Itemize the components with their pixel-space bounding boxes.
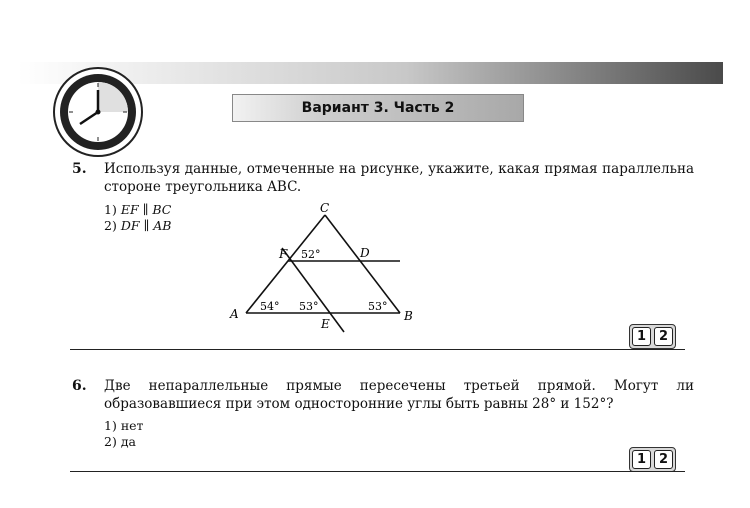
option-line-b: BC <box>152 202 172 217</box>
label-e: E <box>321 317 330 331</box>
label-f: F <box>279 247 288 261</box>
task-6-option-2[interactable] <box>104 434 136 450</box>
segment-ac <box>246 215 325 313</box>
option-line-b: AB <box>153 218 172 233</box>
label-d: D <box>360 246 370 260</box>
angle-label-f: 52° <box>301 248 321 261</box>
task-5-answer-box <box>629 324 676 349</box>
label-a: A <box>230 307 239 321</box>
label-c: C <box>320 201 330 215</box>
answer-cell-1[interactable]: 1 <box>632 327 651 346</box>
option-number: 2) <box>104 218 117 233</box>
answer-cell-2[interactable]: 2 <box>654 327 673 346</box>
angle-label-e: 53° <box>299 300 319 313</box>
angle-label-b: 53° <box>368 300 388 313</box>
option-label: да <box>120 434 136 449</box>
option-line-a: EF <box>120 202 139 217</box>
task-6-text: Две непараллельные прямые пересечены третьей прямой. Могут ли образовавшиеся при этом односторонние углы быть равны 28° и 152°? <box>104 378 694 412</box>
task-6-answer-line <box>70 471 685 472</box>
variant-title-box <box>232 94 524 122</box>
task-6-number: 6. <box>72 378 87 394</box>
option-number: 2) <box>104 434 117 449</box>
option-number: 1) <box>104 202 117 217</box>
task-5-number: 5. <box>72 161 87 177</box>
task-5-option-2[interactable] <box>104 218 172 234</box>
task-5-option-1[interactable] <box>104 202 171 218</box>
parallel-symbol: ∥ <box>142 202 149 217</box>
option-number: 1) <box>104 418 117 433</box>
variant-title: Вариант 3. Часть 2 <box>301 100 455 116</box>
label-b: B <box>404 309 413 323</box>
triangle-figure <box>220 200 420 335</box>
answer-cell-2[interactable]: 2 <box>654 450 673 469</box>
option-line-a: DF <box>120 218 140 233</box>
parallel-symbol: ∥ <box>143 218 150 233</box>
task-5-answer-line <box>70 349 685 350</box>
clock-icon <box>52 66 144 158</box>
option-label: нет <box>120 418 144 433</box>
answer-cell-1[interactable]: 1 <box>632 450 651 469</box>
task-6-option-1[interactable] <box>104 418 143 434</box>
task-5-text: Используя данные, отмеченные на рисунке, укажите, какая прямая параллельна стороне треугольника ABC. <box>104 161 694 195</box>
task-6-answer-box <box>629 447 676 472</box>
angle-label-a: 54° <box>260 300 280 313</box>
segment-cb <box>325 215 400 313</box>
